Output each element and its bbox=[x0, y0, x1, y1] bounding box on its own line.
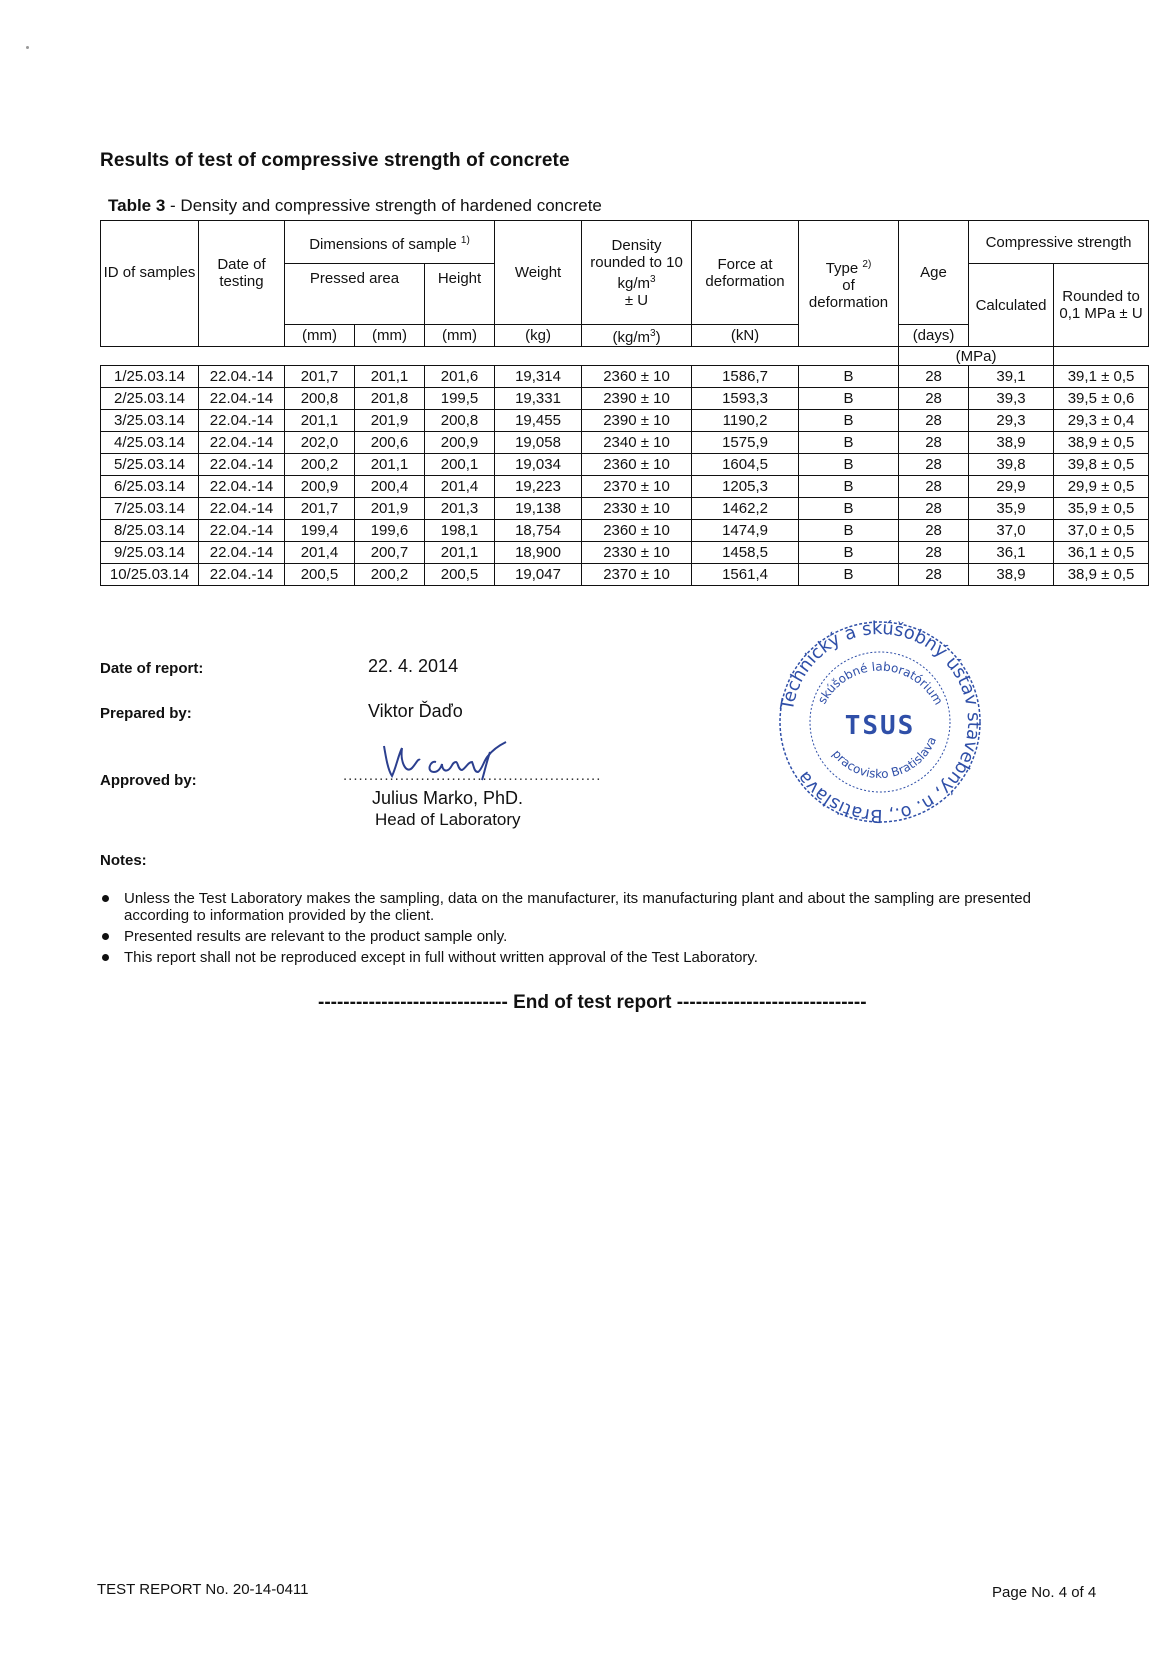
cell-density: 2370 ± 10 bbox=[582, 476, 692, 498]
cell-date: 22.04.-14 bbox=[199, 498, 285, 520]
table-row bbox=[101, 542, 1149, 564]
cell-area-2: 199,6 bbox=[355, 520, 425, 542]
cell-height: 201,3 bbox=[425, 498, 495, 520]
cell-force: 1205,3 bbox=[692, 476, 799, 498]
footer-report-number: TEST REPORT No. 20-14-0411 bbox=[97, 1581, 309, 1598]
cell-density: 2390 ± 10 bbox=[582, 410, 692, 432]
prepared-by-label: Prepared by: bbox=[100, 705, 192, 722]
notes-list bbox=[100, 890, 1100, 970]
cell-height: 199,5 bbox=[425, 388, 495, 410]
cell-type: B bbox=[799, 388, 899, 410]
cell-force: 1462,2 bbox=[692, 498, 799, 520]
cell-density: 2360 ± 10 bbox=[582, 454, 692, 476]
cell-area-2: 201,1 bbox=[355, 366, 425, 388]
cell-type: B bbox=[799, 542, 899, 564]
bullet-icon bbox=[102, 954, 109, 961]
cell-weight: 19,058 bbox=[495, 432, 582, 454]
unit-date-empty bbox=[199, 325, 285, 347]
header-density-sup: 3 bbox=[650, 273, 656, 285]
table-units-row-2 bbox=[101, 347, 1149, 366]
prepared-by-value: Viktor Ďaďo bbox=[368, 701, 463, 721]
cell-type: B bbox=[799, 520, 899, 542]
cell-area-1: 200,2 bbox=[285, 454, 355, 476]
cell-height: 200,1 bbox=[425, 454, 495, 476]
cell-calculated: 39,8 bbox=[969, 454, 1054, 476]
cell-age: 28 bbox=[899, 432, 969, 454]
cell-id: 1/25.03.14 bbox=[101, 366, 199, 388]
signature-line: .................................................. bbox=[343, 767, 602, 784]
table-row bbox=[101, 432, 1149, 454]
cell-density: 2360 ± 10 bbox=[582, 520, 692, 542]
cell-area-2: 201,9 bbox=[355, 498, 425, 520]
unit-mm-1: (mm) bbox=[285, 325, 355, 347]
handwritten-signature bbox=[378, 738, 538, 783]
header-dimensions-note: 1) bbox=[460, 234, 470, 246]
note-item bbox=[100, 928, 1100, 945]
cell-area-2: 201,9 bbox=[355, 410, 425, 432]
cell-type: B bbox=[799, 366, 899, 388]
cell-rounded: 36,1 ± 0,5 bbox=[1054, 542, 1149, 564]
cell-rounded: 39,1 ± 0,5 bbox=[1054, 366, 1149, 388]
cell-date: 22.04.-14 bbox=[199, 432, 285, 454]
table-row bbox=[101, 388, 1149, 410]
cell-area-2: 200,2 bbox=[355, 564, 425, 586]
cell-id: 3/25.03.14 bbox=[101, 410, 199, 432]
cell-date: 22.04.-14 bbox=[199, 520, 285, 542]
cell-weight: 19,331 bbox=[495, 388, 582, 410]
cell-area-1: 202,0 bbox=[285, 432, 355, 454]
cell-calculated: 39,3 bbox=[969, 388, 1054, 410]
unit-density bbox=[582, 325, 692, 347]
header-force: Force at deformation bbox=[692, 221, 799, 325]
header-id: ID of samples bbox=[101, 221, 199, 325]
header-calculated: Calculated bbox=[969, 264, 1054, 347]
cell-date: 22.04.-14 bbox=[199, 366, 285, 388]
approved-by-label: Approved by: bbox=[100, 772, 197, 789]
cell-weight: 19,223 bbox=[495, 476, 582, 498]
results-table bbox=[100, 220, 1149, 586]
cell-density: 2370 ± 10 bbox=[582, 564, 692, 586]
cell-date: 22.04.-14 bbox=[199, 476, 285, 498]
cell-height: 198,1 bbox=[425, 520, 495, 542]
stamp-outer-textpath: Technický a skúšobný ústav stavebný, n. o., Bratislava bbox=[776, 617, 985, 827]
cell-area-1: 200,9 bbox=[285, 476, 355, 498]
cell-weight: 19,034 bbox=[495, 454, 582, 476]
cell-area-2: 200,6 bbox=[355, 432, 425, 454]
cell-rounded: 29,3 ± 0,4 bbox=[1054, 410, 1149, 432]
cell-type: B bbox=[799, 410, 899, 432]
cell-area-2: 201,1 bbox=[355, 454, 425, 476]
cell-id: 4/25.03.14 bbox=[101, 432, 199, 454]
cell-id: 7/25.03.14 bbox=[101, 498, 199, 520]
header-dimensions-text: Dimensions of sample bbox=[309, 235, 457, 253]
cell-density: 2330 ± 10 bbox=[582, 498, 692, 520]
cell-rounded: 39,8 ± 0,5 bbox=[1054, 454, 1149, 476]
cell-type: B bbox=[799, 476, 899, 498]
cell-calculated: 29,9 bbox=[969, 476, 1054, 498]
cell-area-1: 201,7 bbox=[285, 498, 355, 520]
cell-force: 1575,9 bbox=[692, 432, 799, 454]
cell-id: 2/25.03.14 bbox=[101, 388, 199, 410]
date-of-report-value: 22. 4. 2014 bbox=[368, 656, 459, 676]
cell-rounded: 29,9 ± 0,5 bbox=[1054, 476, 1149, 498]
cell-date: 22.04.-14 bbox=[199, 564, 285, 586]
cell-density: 2330 ± 10 bbox=[582, 542, 692, 564]
cell-id: 8/25.03.14 bbox=[101, 520, 199, 542]
unit-spacer bbox=[101, 347, 899, 366]
notes-label: Notes: bbox=[100, 852, 147, 869]
stamp-inner-bottom-textpath: pracovisko Bratislava bbox=[829, 734, 940, 782]
cell-height: 200,5 bbox=[425, 564, 495, 586]
unit-days: (days) bbox=[899, 325, 969, 347]
cell-calculated: 38,9 bbox=[969, 564, 1054, 586]
cell-id: 10/25.03.14 bbox=[101, 564, 199, 586]
cell-date: 22.04.-14 bbox=[199, 388, 285, 410]
header-strength: Compressive strength bbox=[969, 221, 1149, 264]
cell-force: 1474,9 bbox=[692, 520, 799, 542]
table-row bbox=[101, 366, 1149, 388]
cell-area-1: 201,7 bbox=[285, 366, 355, 388]
table-row bbox=[101, 454, 1149, 476]
cell-height: 200,9 bbox=[425, 432, 495, 454]
cell-id: 6/25.03.14 bbox=[101, 476, 199, 498]
cell-force: 1604,5 bbox=[692, 454, 799, 476]
cell-date: 22.04.-14 bbox=[199, 542, 285, 564]
cell-calculated: 29,3 bbox=[969, 410, 1054, 432]
header-type-of: of deformation bbox=[808, 277, 889, 311]
cell-age: 28 bbox=[899, 476, 969, 498]
note-text: Unless the Test Laboratory makes the sampling, data on the manufacturer, its manufacturing plant and about the sampling are presented according to information provided by the client. bbox=[124, 890, 1031, 924]
note-text: Presented results are relevant to the product sample only. bbox=[124, 928, 508, 945]
table-row bbox=[101, 564, 1149, 586]
cell-area-1: 199,4 bbox=[285, 520, 355, 542]
header-rounded: Rounded to 0,1 MPa ± U bbox=[1054, 264, 1149, 347]
header-density-text: Density rounded to 10 kg/m bbox=[590, 236, 683, 292]
table-caption-label: Table 3 bbox=[108, 196, 166, 215]
cell-density: 2390 ± 10 bbox=[582, 388, 692, 410]
cell-force: 1190,2 bbox=[692, 410, 799, 432]
cell-area-2: 201,8 bbox=[355, 388, 425, 410]
stamp-inner-text bbox=[815, 660, 946, 708]
cell-force: 1458,5 bbox=[692, 542, 799, 564]
cell-rounded: 35,9 ± 0,5 bbox=[1054, 498, 1149, 520]
header-dimensions bbox=[285, 221, 495, 264]
table-row bbox=[101, 520, 1149, 542]
table-row bbox=[101, 498, 1149, 520]
note-item bbox=[100, 890, 1100, 924]
unit-density-text: (kg/m bbox=[612, 329, 650, 346]
table-row bbox=[101, 410, 1149, 432]
header-type bbox=[799, 221, 899, 347]
cell-calculated: 38,9 bbox=[969, 432, 1054, 454]
header-density bbox=[582, 221, 692, 325]
cell-area-1: 200,5 bbox=[285, 564, 355, 586]
cell-height: 200,8 bbox=[425, 410, 495, 432]
cell-id: 5/25.03.14 bbox=[101, 454, 199, 476]
cell-weight: 19,138 bbox=[495, 498, 582, 520]
cell-weight: 18,900 bbox=[495, 542, 582, 564]
header-date: Date of testing bbox=[199, 221, 285, 325]
cell-calculated: 37,0 bbox=[969, 520, 1054, 542]
unit-mm-2: (mm) bbox=[355, 325, 425, 347]
cell-type: B bbox=[799, 432, 899, 454]
cell-weight: 18,754 bbox=[495, 520, 582, 542]
cell-area-1: 200,8 bbox=[285, 388, 355, 410]
stamp-inner-bottom-text bbox=[830, 735, 939, 782]
approver-name: Julius Marko, PhD. bbox=[372, 788, 524, 808]
cell-area-1: 201,1 bbox=[285, 410, 355, 432]
unit-density-sup: 3 bbox=[650, 328, 656, 339]
end-of-report-line: ------------------------------ End of test report ------------------------------ bbox=[318, 992, 867, 1013]
table-caption-text: - Density and compressive strength of hardened concrete bbox=[165, 196, 602, 215]
page-heading: Results of test of compressive strength of concrete bbox=[100, 150, 570, 171]
table-body bbox=[101, 366, 1149, 586]
cell-age: 28 bbox=[899, 564, 969, 586]
cell-weight: 19,455 bbox=[495, 410, 582, 432]
scan-speck bbox=[26, 46, 29, 49]
header-type-text: Type bbox=[825, 260, 859, 277]
cell-type: B bbox=[799, 564, 899, 586]
note-text: This report shall not be reproduced except in full without written approval of the Test Laboratory. bbox=[124, 949, 758, 966]
footer-page-number: Page No. 4 of 4 bbox=[992, 1584, 1097, 1601]
cell-age: 28 bbox=[899, 520, 969, 542]
cell-age: 28 bbox=[899, 542, 969, 564]
cell-area-1: 201,4 bbox=[285, 542, 355, 564]
cell-age: 28 bbox=[899, 498, 969, 520]
cell-force: 1586,7 bbox=[692, 366, 799, 388]
cell-density: 2360 ± 10 bbox=[582, 366, 692, 388]
cell-height: 201,1 bbox=[425, 542, 495, 564]
table-header-row bbox=[101, 221, 1149, 264]
approver-title: Head of Laboratory bbox=[375, 810, 521, 829]
unit-id-empty bbox=[101, 325, 199, 347]
header-age: Age bbox=[899, 221, 969, 325]
cell-weight: 19,314 bbox=[495, 366, 582, 388]
bullet-icon bbox=[102, 895, 109, 902]
cell-area-2: 200,4 bbox=[355, 476, 425, 498]
unit-density-close: ) bbox=[655, 329, 661, 346]
cell-height: 201,4 bbox=[425, 476, 495, 498]
cell-area-2: 200,7 bbox=[355, 542, 425, 564]
cell-type: B bbox=[799, 498, 899, 520]
cell-age: 28 bbox=[899, 410, 969, 432]
unit-mpa-cell: (MPa) bbox=[899, 347, 1054, 366]
cell-date: 22.04.-14 bbox=[199, 454, 285, 476]
cell-type: B bbox=[799, 454, 899, 476]
header-density-u: ± U bbox=[624, 291, 649, 309]
bullet-icon bbox=[102, 933, 109, 940]
cell-id: 9/25.03.14 bbox=[101, 542, 199, 564]
cell-rounded: 38,9 ± 0,5 bbox=[1054, 432, 1149, 454]
note-item bbox=[100, 949, 1100, 966]
unit-kn: (kN) bbox=[692, 325, 799, 347]
unit-mm-3: (mm) bbox=[425, 325, 495, 347]
cell-age: 28 bbox=[899, 366, 969, 388]
header-height: Height bbox=[425, 264, 495, 325]
unit-kg: (kg) bbox=[495, 325, 582, 347]
date-of-report-label: Date of report: bbox=[100, 660, 204, 677]
cell-density: 2340 ± 10 bbox=[582, 432, 692, 454]
table-row bbox=[101, 476, 1149, 498]
cell-date: 22.04.-14 bbox=[199, 410, 285, 432]
cell-rounded: 38,9 ± 0,5 bbox=[1054, 564, 1149, 586]
cell-rounded: 39,5 ± 0,6 bbox=[1054, 388, 1149, 410]
cell-height: 201,6 bbox=[425, 366, 495, 388]
cell-age: 28 bbox=[899, 454, 969, 476]
stamp-logo: TSUS bbox=[844, 711, 916, 741]
cell-weight: 19,047 bbox=[495, 564, 582, 586]
official-stamp bbox=[775, 612, 985, 832]
cell-calculated: 39,1 bbox=[969, 366, 1054, 388]
cell-calculated: 36,1 bbox=[969, 542, 1054, 564]
cell-calculated: 35,9 bbox=[969, 498, 1054, 520]
table-caption bbox=[108, 196, 602, 216]
cell-force: 1593,3 bbox=[692, 388, 799, 410]
header-weight: Weight bbox=[495, 221, 582, 325]
cell-age: 28 bbox=[899, 388, 969, 410]
cell-rounded: 37,0 ± 0,5 bbox=[1054, 520, 1149, 542]
cell-force: 1561,4 bbox=[692, 564, 799, 586]
header-pressed-area: Pressed area bbox=[285, 264, 425, 325]
header-type-note: 2) bbox=[862, 259, 872, 270]
stamp-inner-textpath: skúšobné laboratórium bbox=[814, 659, 946, 708]
